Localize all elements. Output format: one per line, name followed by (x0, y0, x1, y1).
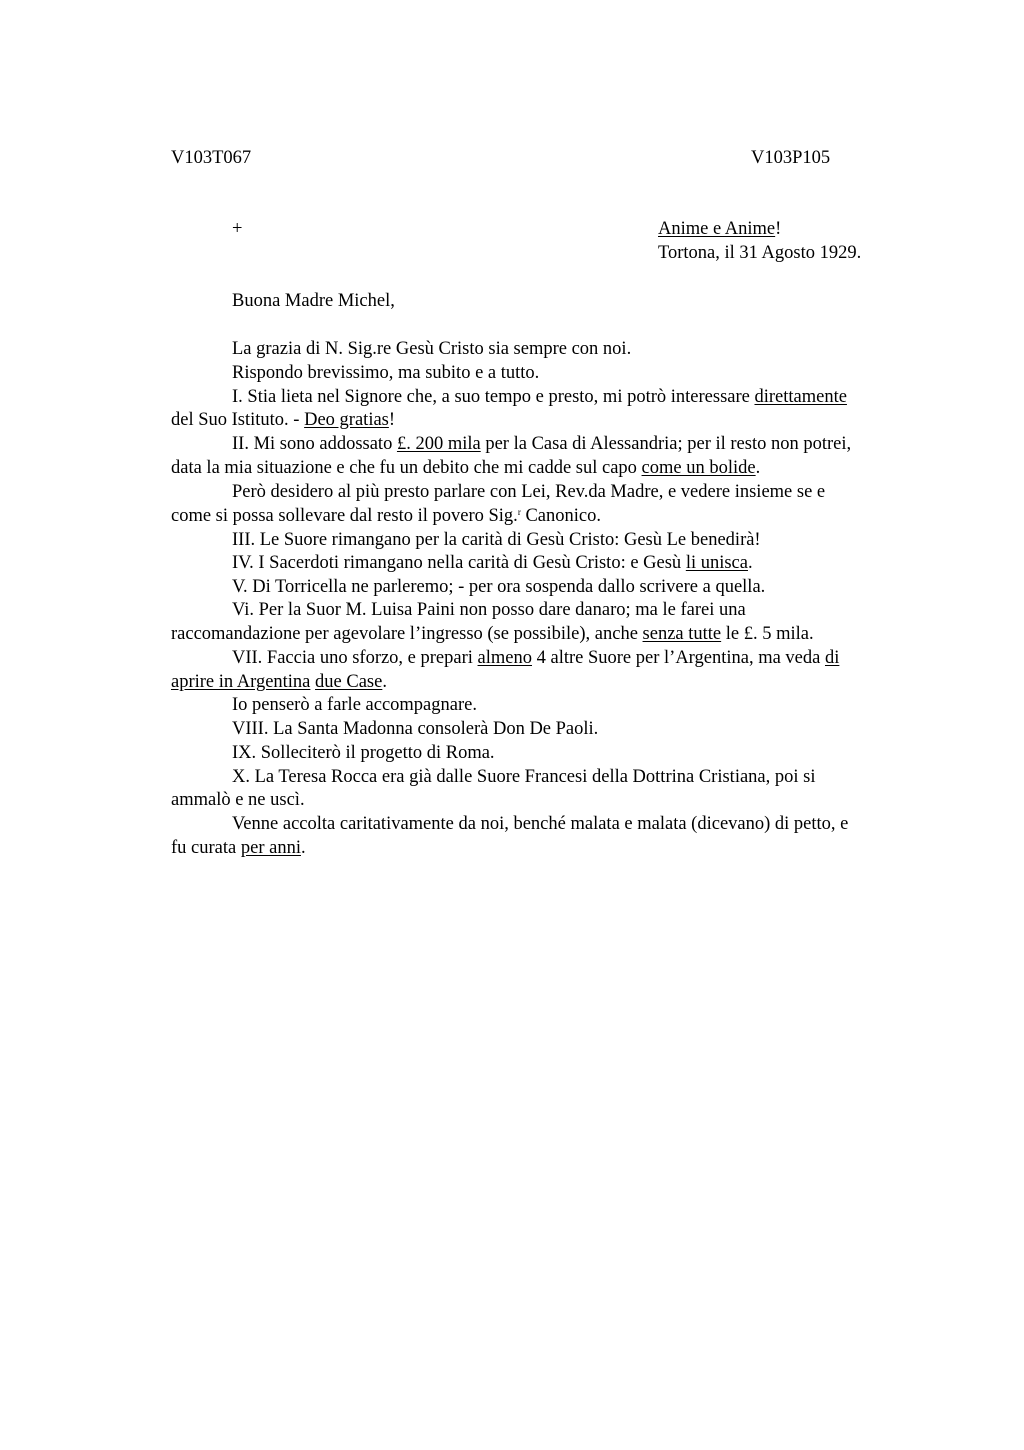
body-line: X. La Teresa Rocca era già dalle Suore Francesi della Dottrina Cristiana, poi si (232, 767, 816, 787)
motto-underlined: Anime e Anime (658, 219, 776, 239)
underlined-text: aprire in Argentina (171, 672, 311, 692)
body-line: VII. Faccia uno sforzo, e prepari almeno 4 altre Suore per l’Argentina, ma veda di (232, 648, 840, 668)
place-date: Tortona, il 31 Agosto 1929. (658, 243, 862, 263)
body-line: fu curata per anni. (171, 838, 306, 858)
superscript: r (517, 507, 521, 517)
underlined-text: per anni (240, 838, 301, 858)
body-line: La grazia di N. Sig.re Gesù Cristo sia sempre con noi. (232, 339, 632, 359)
body-line: IV. I Sacerdoti rimangano nella carità di Gesù Cristo: e Gesù li unisca. (232, 553, 753, 573)
underlined-text: come un bolide (641, 458, 756, 478)
document-code-right: V103P105 (751, 148, 831, 168)
underlined-text: direttamente (754, 387, 847, 407)
body-line: II. Mi sono addossato £. 200 mila per la Casa di Alessandria; per il resto non potrei, (232, 434, 852, 454)
body-line: V. Di Torricella ne parleremo; - per ora sospenda dallo scrivere a quella. (232, 577, 766, 597)
body-line: Rispondo brevissimo, ma subito e a tutto. (232, 363, 540, 383)
body-line: IX. Solleciterò il progetto di Roma. (232, 743, 495, 763)
body-line: Però desidero al più presto parlare con Lei, Rev.da Madre, e vedere insieme se e (232, 482, 826, 502)
salutation: Buona Madre Michel, (232, 291, 395, 311)
body-line: I. Stia lieta nel Signore che, a suo tempo e presto, mi potrò interessare direttamente (232, 387, 847, 407)
body-line: III. Le Suore rimangano per la carità di Gesù Cristo: Gesù Le benedirà! (232, 530, 761, 550)
underlined-text: Deo gratias (304, 410, 389, 430)
document-code-left: V103T067 (171, 148, 252, 168)
underlined-text: due Case (315, 672, 383, 692)
motto (658, 219, 781, 240)
body-line: Vi. Per la Suor M. Luisa Paini non posso dare danaro; ma le farei una (232, 600, 746, 620)
underlined-text: li unisca (685, 553, 748, 573)
underlined-text: £. 200 mila (396, 434, 481, 454)
underlined-text: di (824, 648, 840, 668)
body-line: del Suo Istituto. - Deo gratias! (171, 410, 396, 430)
underlined-text: almeno (477, 648, 532, 668)
body-line: VIII. La Santa Madonna consolerà Don De Paoli. (232, 719, 599, 739)
body-line: come si possa sollevare dal resto il povero Sig.$^r$ Canonico. (171, 506, 601, 526)
body-line: raccomandazione per agevolare l’ingresso (se possibile), anche senza tutte le £. 5 mila. (171, 624, 814, 644)
body-line: ammalò e ne uscì. (171, 790, 305, 810)
motto-end: ! (775, 219, 782, 239)
cross-mark: + (232, 219, 243, 239)
body-line: Io penserò a farle accompagnare. (232, 695, 477, 715)
underlined-text: senza tutte (642, 624, 722, 644)
body-line: Venne accolta caritativamente da noi, benché malata e malata (dicevano) di petto, e (232, 814, 849, 834)
body-line: data la mia situazione e che fu un debito che mi cadde sul capo come un bolide. (171, 458, 761, 478)
body-line: aprire in Argentina due Case. (171, 672, 387, 692)
